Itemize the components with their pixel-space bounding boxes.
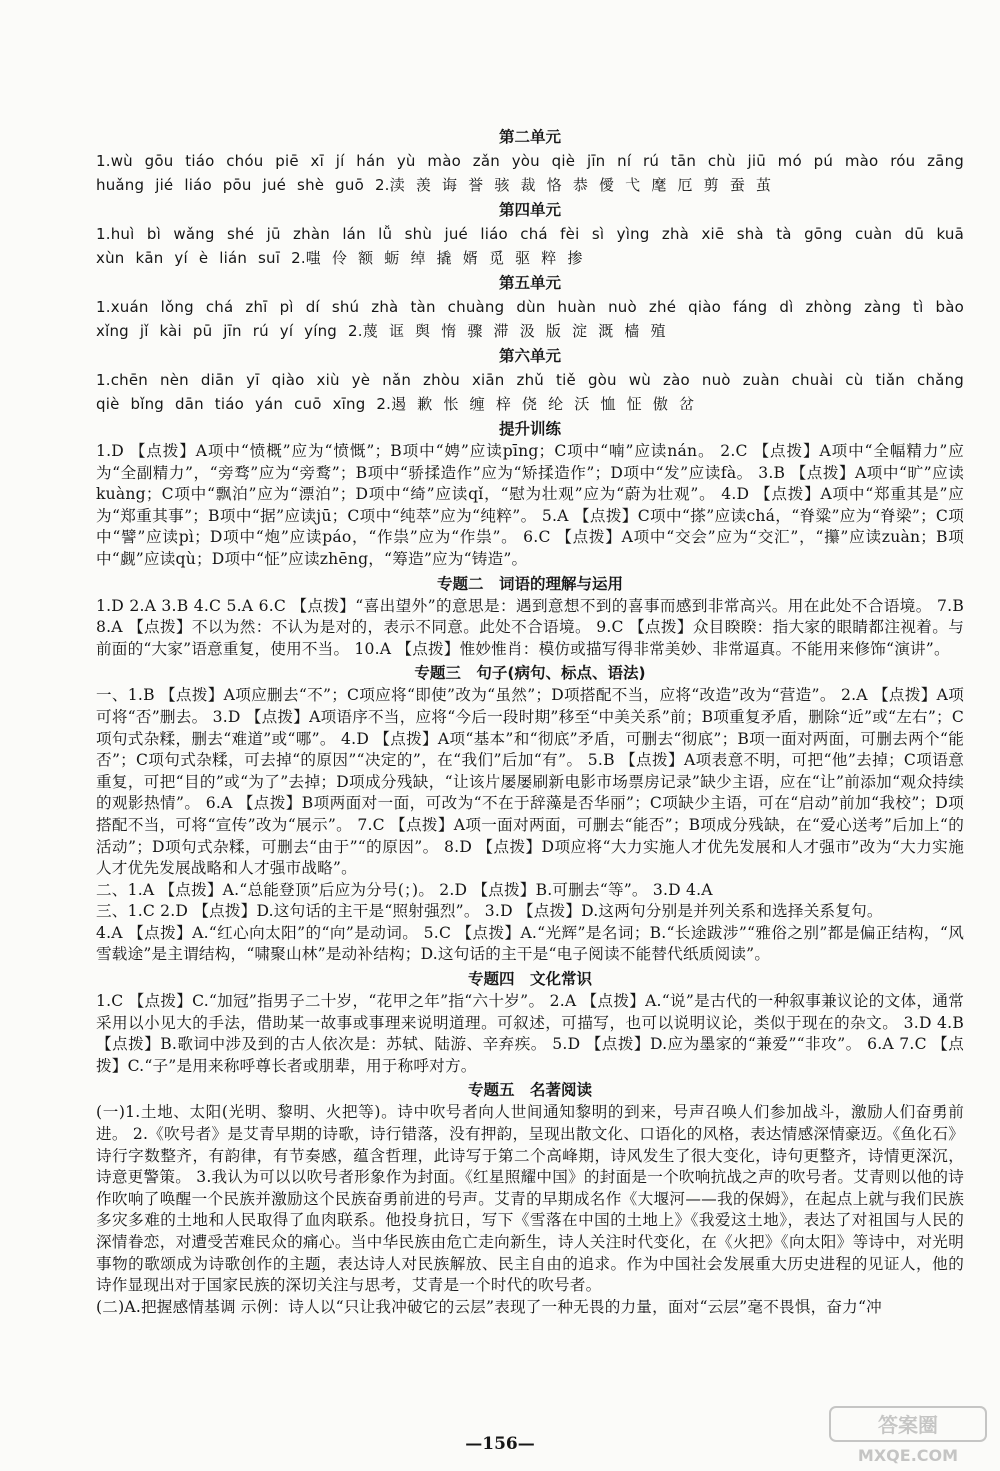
section-heading: 第六单元 <box>498 347 561 365</box>
section-heading: 专题五 名著阅读 <box>467 1081 592 1100</box>
topic-4 <box>96 968 964 1077</box>
section-heading: 提升训练 <box>498 420 561 438</box>
section-body: 1.chēn nèn diān yī qiào xiù yè nǎn zhòu xiān zhǔ tiě gòu wù zào nuò zuàn chuài cù tiǎn chǎng qiè bǐng dān tiáo yán cuō xīng 2.遏 歉 怅 缠 梓 侥 纶 沃 恤 怔 傲 岔 <box>96 371 964 413</box>
section-heading: 专题三 句子(病句、标点、语法) <box>414 664 646 683</box>
unit-5 <box>96 272 964 343</box>
section-body: 三、1.C 2.D 【点拨】D.这句话的主干是“照射强烈”。 3.D 【点拨】D.这两句分别是并列关系和选择关系复句。 <box>96 902 883 921</box>
section-body: 二、1.A 【点拨】A.“总能登顶”后应为分号(；)。 2.D 【点拨】B.可删去“等”。 3.D 4.A <box>96 880 713 899</box>
section-body: 1.huì bì wǎng shé jū zhàn lán lǚ shù jué liáo chá fèi sì yìng zhà xiē shà tà gōng cuàn dū kuā xùn kān yí è lián suī 2.嗤 伶 额 蛎 绰 撬 婿 觅 驱 粹 掺 <box>96 225 964 267</box>
topic-2 <box>96 573 964 661</box>
page-number: —156— <box>465 1434 535 1454</box>
section-body: 1.xuán lǒng chá zhī pì dí shú zhà tàn chuàng dùn huàn nuò zhé qiào fáng dì zhòng zàng tì bào xǐng jǐ kài pū jīn rú yí yíng 2.蔑 诓 舆 惰 骤 滞 汲 版 淀 溉 樯 殖 <box>96 298 964 340</box>
section-body: 1.D 【点拨】A项中“愤概”应为“愤慨”；B项中“娉”应读pīng；C项中“喃”应读nán。 2.C 【点拨】A项中“全幅精力”应为“全副精力”，“旁骛”应为“旁鹜”；B项中“骄揉造作”应为“矫揉造作”；D项中“发”应读fà。 3.B 【点拨】A项中“旷”应读kuàng；C项中“飘泊”应为“漂泊”；D项中“绮”应读qǐ，“慰为壮观”应为“蔚为壮观”。 4.D 【点拨】A项中“郑重其是”应为“郑重其事”；B项中“据”应读jū；C项中“纯萃”应为“纯粹”。 5.A 【点拨】C项中“搽”应读chá，“脊粱”应为“脊梁”；C项中“譬”应读pì；D项中“炮”应读páo，“作祟”应为“作祟”。 6.C 【点拨】A项中“交会”应为“交汇”，“攥”应读zuàn；B项中“觑”应读qù；D项中“怔”应读zhēng，“筹造”应为“铸造”。 <box>96 442 964 568</box>
topic-5 <box>96 1079 964 1318</box>
section-body: 1.D 2.A 3.B 4.C 5.A 6.C 【点拨】“喜出望外”的意思是：遇到意想不到的喜事而感到非常高兴。用在此处不合语境。 7.B 8.A 【点拨】不以为然：不认为是对的，表示不同意。此处不合语境。 9.C 【点拨】众目睽睽：指大家的眼睛都注视着。与前面的“大家”语意重复，使用不当。 10.A 【点拨】惟妙惟肖：模仿或描写得非常美妙、非常逼真。不能用来修饰“演讲”。 <box>96 596 964 658</box>
watermark-text: MXQE.COM <box>857 1446 959 1465</box>
section-body: 1.wù gōu tiáo chóu piē xī jí hán yù mào zǎn yòu qiè jīn ní rú tān chù jiū mó pú mào róu zāng huǎng jié liáo pōu jué shè guō 2.渎 羡 诲 誉 骇 裁 恪 恭 僾 弋 麾 厄 剪 蚕 茧 <box>96 152 964 194</box>
watermark-logo <box>828 1405 988 1467</box>
section-heading: 专题二 词语的理解与运用 <box>436 574 623 593</box>
training <box>96 418 964 571</box>
section-body: 1.C 【点拨】C.“加冠”指男子二十岁，“花甲之年”指“六十岁”。 2.A 【点拨】A.“说”是古代的一种叙事兼议论的文体，通常采用以小见大的手法，借助某一故事或事理来说明道理。可叙述，可描写，也可以说明议论，类似于现在的杂文。 3.D 4.B 【点拨】B.歌词中涉及到的古人依次是：苏轼、陆游、辛弃疾。 5.D 【点拨】D.应为墨家的“兼爱”“非攻”。 6.A 7.C 【点拨】C.“子”是用来称呼尊长者或朋辈，用于称呼对方。 <box>96 992 964 1075</box>
unit-4 <box>96 199 964 270</box>
section-heading: 专题四 文化常识 <box>467 970 592 989</box>
unit-6 <box>96 345 964 416</box>
section-heading: 第五单元 <box>498 274 561 292</box>
section-heading: 第四单元 <box>498 201 561 219</box>
section-body: (二)A.把握感情基调 示例：诗人以“只让我冲破它的云层”表现了一种无畏的力量，面对“云层”毫不畏惧，奋力“冲 <box>96 1297 882 1316</box>
unit-2 <box>96 126 964 197</box>
section-body: 4.A 【点拨】A.“红心向太阳”的“向”是动词。 5.C 【点拨】A.“光辉”是名词；B.“长途跋涉”“雅俗之别”都是偏正结构，“风雪载途”是主谓结构，“啸聚山林”是动补结构；D.这句话的主干是“电子阅读不能替代纸质阅读”。 <box>96 923 964 964</box>
section-heading: 第二单元 <box>498 128 561 146</box>
svg-text:答案圈: 答案圈 <box>878 1413 938 1437</box>
section-body: 一、1.B 【点拨】A项应删去“不”；C项应将“即使”改为“虽然”；D项搭配不当，应将“改造”改为“营造”。 2.A 【点拨】A项可将“否”删去。 3.D 【点拨】A项语序不当，应将“今后一段时期”移至“中美关系”前；B项重复矛盾，删除“近”或“左右”；C项句式杂糅，删去“难道”或“哪”。 4.D 【点拨】A项“基本”和“彻底”矛盾，可删去“彻底”；B项一面对两面，可删去两个“能否”；C项句式杂糅，可去掉“的原因”“决定的”，在“我们”后加“有”。 5.B 【点拨】A项表意不明，可把“他”去掉；C项语意重复，可把“目的”或“为了”去掉；D项成分残缺，“让该片屡屡刷新电影市场票房记录”缺少主语，应在“让”前添加“观众持续的观影热情”。 6.A 【点拨】B项两面对一面，可改为“不在于辞藻是否华丽”；C项缺少主语，可在“启动”前加“我校”；D项搭配不当，可将“宣传”改为“展示”。 7.C 【点拨】A项一面对两面，可删去“能否”；B项成分残缺，在“爱心送考”后加上“的活动”；D项句式杂糅，可删去“由于”“的原因”。 8.D 【点拨】D项应将“大力实施人才优先发展和人才强市”改为“大力实施人才优先发展战略和人才强市战略”。 <box>96 686 964 878</box>
topic-3 <box>96 662 964 966</box>
answer-key-page <box>96 124 964 1318</box>
section-body: (一)1.土地、太阳(光明、黎明、火把等)。诗中吹号者向人世间通知黎明的到来，号声召唤人们参加战斗，激励人们奋勇前进。 2.《吹号者》是艾青早期的诗歌，诗行错落，没有押韵，呈现出散文化、口语化的风格，表达情感深情豪迈。《鱼化石》诗行字数整齐，有韵律，有节奏感，蕴含哲理，此诗写于第二个高峰期，诗风发生了很大变化，诗句更整齐，诗情更深沉，诗意更警策。 3.我认为可以以吹号者形象作为封面。《红星照耀中国》的封面是一个吹响抗战之声的吹号者。艾青则以他的诗作吹响了唤醒一个民族并激励这个民族奋勇前进的号声。艾青的早期成名作《大堰河——我的保姆》，在起点上就与我们民族多灾多难的土地和人民取得了血肉联系。他投身抗日，写下《雪落在中国的土地上》《我爱这土地》，表达了对祖国与人民的深情眷恋，对遭受苦难民众的痛心。当中华民族由危亡走向新生，诗人关注时代变化，在《火把》《向太阳》等诗中，对光明事物的歌颂成为诗歌创作的主题，表达诗人对民族解放、民主自由的追求。作为中国社会发展重大历史进程的见证人，他的诗作显现出对于国家民族的深切关注与思考，艾青是一个时代的吹号者。 <box>96 1103 964 1295</box>
